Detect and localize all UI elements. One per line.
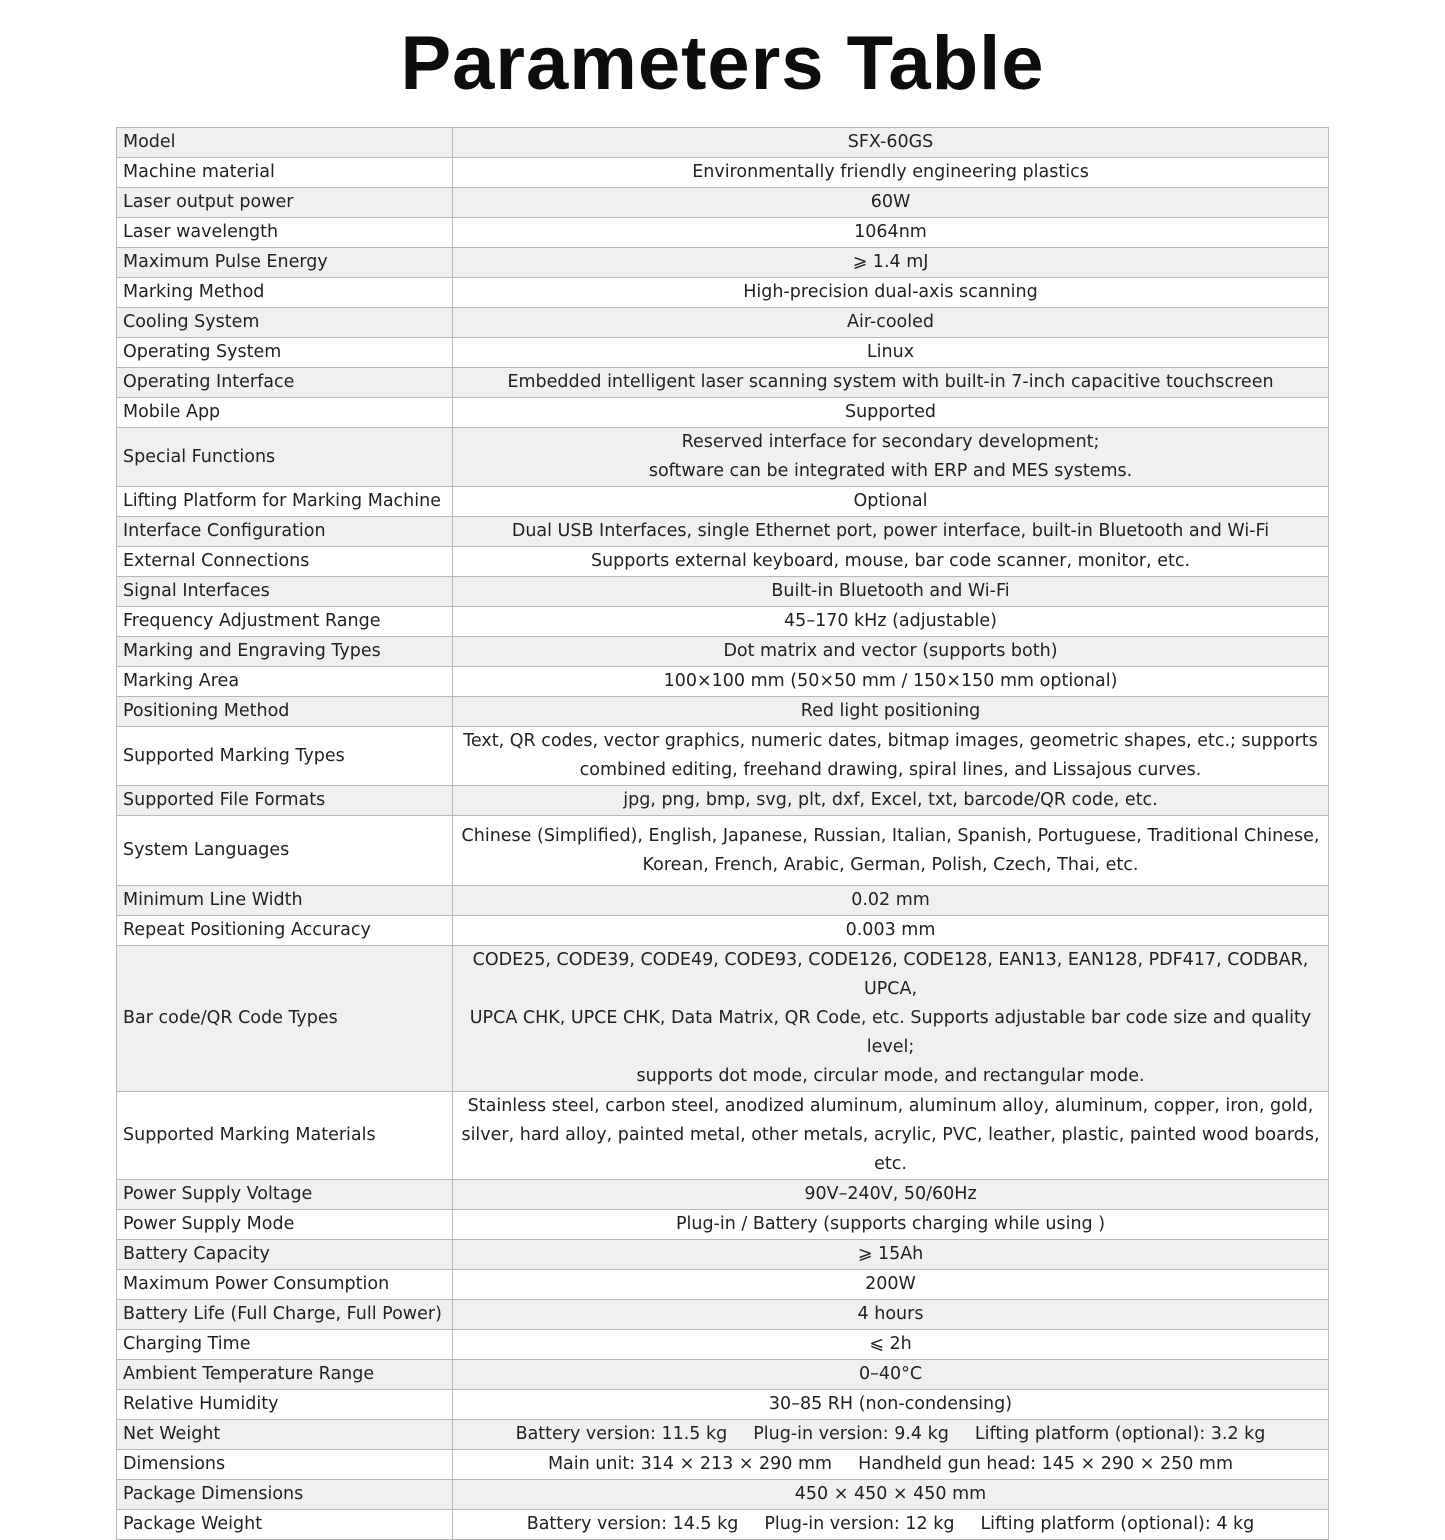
parameter-label: Cooling System bbox=[117, 308, 453, 338]
table-row bbox=[117, 1270, 1329, 1300]
parameter-label: Maximum Pulse Energy bbox=[117, 248, 453, 278]
parameter-label: Supported Marking Types bbox=[117, 727, 453, 786]
parameter-value: Dot matrix and vector (supports both) bbox=[453, 637, 1329, 667]
table-row bbox=[117, 368, 1329, 398]
parameter-value: 450 × 450 × 450 mm bbox=[453, 1480, 1329, 1510]
table-row bbox=[117, 547, 1329, 577]
table-row bbox=[117, 1420, 1329, 1450]
parameter-value: 100×100 mm (50×50 mm / 150×150 mm optional) bbox=[453, 667, 1329, 697]
parameter-label: Laser wavelength bbox=[117, 218, 453, 248]
table-row bbox=[117, 158, 1329, 188]
parameter-value bbox=[453, 1510, 1329, 1540]
parameter-value: Air-cooled bbox=[453, 308, 1329, 338]
parameters-table bbox=[116, 127, 1329, 1540]
parameter-label: Repeat Positioning Accuracy bbox=[117, 916, 453, 946]
parameter-value-part: Lifting platform (optional): 3.2 kg bbox=[974, 1424, 1266, 1444]
table-row bbox=[117, 398, 1329, 428]
parameter-label: Ambient Temperature Range bbox=[117, 1360, 453, 1390]
parameter-value: Built-in Bluetooth and Wi-Fi bbox=[453, 577, 1329, 607]
parameter-label: Special Functions bbox=[117, 428, 453, 487]
table-row bbox=[117, 487, 1329, 517]
parameter-value: Environmentally friendly engineering plastics bbox=[453, 158, 1329, 188]
parameter-label: External Connections bbox=[117, 547, 453, 577]
parameter-value: ⩾ 15Ah bbox=[453, 1240, 1329, 1270]
parameter-label: Package Weight bbox=[117, 1510, 453, 1540]
table-row bbox=[117, 607, 1329, 637]
parameter-label: Power Supply Voltage bbox=[117, 1180, 453, 1210]
parameter-value: Linux bbox=[453, 338, 1329, 368]
table-row bbox=[117, 946, 1329, 1092]
parameter-value: Supports external keyboard, mouse, bar code scanner, monitor, etc. bbox=[453, 547, 1329, 577]
parameter-label: Laser output power bbox=[117, 188, 453, 218]
table-row bbox=[117, 886, 1329, 916]
page-title: Parameters Table bbox=[400, 21, 1045, 106]
parameter-label: Net Weight bbox=[117, 1420, 453, 1450]
parameter-label: Minimum Line Width bbox=[117, 886, 453, 916]
parameter-value: ⩽ 2h bbox=[453, 1330, 1329, 1360]
table-row bbox=[117, 697, 1329, 727]
parameter-value bbox=[453, 1420, 1329, 1450]
table-row bbox=[117, 1330, 1329, 1360]
parameter-value-part: Main unit: 314 × 213 × 290 mm bbox=[547, 1454, 833, 1474]
table-row bbox=[117, 1450, 1329, 1480]
parameter-value: Dual USB Interfaces, single Ethernet port, power interface, built-in Bluetooth and Wi-Fi bbox=[453, 517, 1329, 547]
parameter-label: Dimensions bbox=[117, 1450, 453, 1480]
parameter-value: 4 hours bbox=[453, 1300, 1329, 1330]
table-row bbox=[117, 1240, 1329, 1270]
parameter-value: Optional bbox=[453, 487, 1329, 517]
parameter-label: Signal Interfaces bbox=[117, 577, 453, 607]
parameter-label: Battery Capacity bbox=[117, 1240, 453, 1270]
parameter-value-part: Battery version: 11.5 kg bbox=[515, 1424, 728, 1444]
parameter-label: Charging Time bbox=[117, 1330, 453, 1360]
parameter-value: 0.02 mm bbox=[453, 886, 1329, 916]
parameter-value: High-precision dual-axis scanning bbox=[453, 278, 1329, 308]
table-row bbox=[117, 308, 1329, 338]
parameter-label: Marking Method bbox=[117, 278, 453, 308]
parameter-label: Marking Area bbox=[117, 667, 453, 697]
parameter-label: Interface Configuration bbox=[117, 517, 453, 547]
parameter-value: jpg, png, bmp, svg, plt, dxf, Excel, txt, barcode/QR code, etc. bbox=[453, 786, 1329, 816]
parameter-value bbox=[453, 1450, 1329, 1480]
table-row bbox=[117, 786, 1329, 816]
parameter-value: SFX-60GS bbox=[453, 128, 1329, 158]
parameter-value: Stainless steel, carbon steel, anodized aluminum, aluminum alloy, aluminum, copper, iron, gold, silver, hard alloy, painted metal, other metals, acrylic, PVC, leather, plastic, painted wood boards, etc. bbox=[453, 1092, 1329, 1180]
parameter-value-part: Battery version: 14.5 kg bbox=[526, 1514, 739, 1534]
parameter-value: CODE25, CODE39, CODE49, CODE93, CODE126, CODE128, EAN13, EAN128, PDF417, CODBAR, UPCA, UPCA CHK, UPCE CHK, Data Matrix, QR Code, etc. Supports adjustable bar code size and quality level; supports dot mode, circular mode, and rectangular mode. bbox=[453, 946, 1329, 1092]
parameter-label: Operating System bbox=[117, 338, 453, 368]
parameter-value: Plug-in / Battery (supports charging while using ) bbox=[453, 1210, 1329, 1240]
table-row bbox=[117, 1390, 1329, 1420]
table-row bbox=[117, 1092, 1329, 1180]
parameter-value-part: Handheld gun head: 145 × 290 × 250 mm bbox=[858, 1454, 1234, 1474]
table-row bbox=[117, 128, 1329, 158]
parameter-value: Text, QR codes, vector graphics, numeric dates, bitmap images, geometric shapes, etc.; supports combined editing, freehand drawing, spiral lines, and Lissajous curves. bbox=[453, 727, 1329, 786]
table-row bbox=[117, 727, 1329, 786]
parameter-value-part: Lifting platform (optional): 4 kg bbox=[980, 1514, 1255, 1534]
parameter-label: Frequency Adjustment Range bbox=[117, 607, 453, 637]
table-row bbox=[117, 577, 1329, 607]
parameter-label: Lifting Platform for Marking Machine bbox=[117, 487, 453, 517]
parameter-label: Marking and Engraving Types bbox=[117, 637, 453, 667]
table-row bbox=[117, 278, 1329, 308]
parameter-value: 0–40°C bbox=[453, 1360, 1329, 1390]
parameter-label: System Languages bbox=[117, 816, 453, 886]
table-row bbox=[117, 1180, 1329, 1210]
parameter-value: Red light positioning bbox=[453, 697, 1329, 727]
parameter-value: 45–170 kHz (adjustable) bbox=[453, 607, 1329, 637]
parameter-value: Embedded intelligent laser scanning system with built-in 7-inch capacitive touchscreen bbox=[453, 368, 1329, 398]
table-row bbox=[117, 188, 1329, 218]
parameter-label: Bar code/QR Code Types bbox=[117, 946, 453, 1092]
parameter-label: Package Dimensions bbox=[117, 1480, 453, 1510]
parameter-value: 30–85 RH (non-condensing) bbox=[453, 1390, 1329, 1420]
parameter-value: 200W bbox=[453, 1270, 1329, 1300]
table-row bbox=[117, 1360, 1329, 1390]
table-row bbox=[117, 218, 1329, 248]
parameter-label: Supported File Formats bbox=[117, 786, 453, 816]
parameter-label: Maximum Power Consumption bbox=[117, 1270, 453, 1300]
parameter-value: 1064nm bbox=[453, 218, 1329, 248]
parameter-value-part: Plug-in version: 12 kg bbox=[764, 1514, 955, 1534]
parameter-label: Model bbox=[117, 128, 453, 158]
table-row bbox=[117, 667, 1329, 697]
parameter-value: 60W bbox=[453, 188, 1329, 218]
parameter-label: Relative Humidity bbox=[117, 1390, 453, 1420]
table-row bbox=[117, 1510, 1329, 1540]
parameter-label: Battery Life (Full Charge, Full Power) bbox=[117, 1300, 453, 1330]
parameter-value-part: Plug-in version: 9.4 kg bbox=[753, 1424, 949, 1444]
parameter-label: Positioning Method bbox=[117, 697, 453, 727]
parameter-value: Chinese (Simplified), English, Japanese, Russian, Italian, Spanish, Portuguese, Traditional Chinese, Korean, French, Arabic, German, Polish, Czech, Thai, etc. bbox=[453, 816, 1329, 886]
parameter-label: Machine material bbox=[117, 158, 453, 188]
table-row bbox=[117, 816, 1329, 886]
table-row bbox=[117, 428, 1329, 487]
table-row bbox=[117, 248, 1329, 278]
table-row bbox=[117, 916, 1329, 946]
parameter-label: Operating Interface bbox=[117, 368, 453, 398]
parameter-value: ⩾ 1.4 mJ bbox=[453, 248, 1329, 278]
parameter-value: Supported bbox=[453, 398, 1329, 428]
table-row bbox=[117, 338, 1329, 368]
table-row bbox=[117, 637, 1329, 667]
table-row bbox=[117, 1300, 1329, 1330]
parameter-label: Power Supply Mode bbox=[117, 1210, 453, 1240]
parameter-label: Supported Marking Materials bbox=[117, 1092, 453, 1180]
table-row bbox=[117, 1480, 1329, 1510]
parameter-value: 90V–240V, 50/60Hz bbox=[453, 1180, 1329, 1210]
table-row bbox=[117, 1210, 1329, 1240]
parameter-value: 0.003 mm bbox=[453, 916, 1329, 946]
table-row bbox=[117, 517, 1329, 547]
parameter-label: Mobile App bbox=[117, 398, 453, 428]
parameter-value: Reserved interface for secondary development; software can be integrated with ERP and MES systems. bbox=[453, 428, 1329, 487]
